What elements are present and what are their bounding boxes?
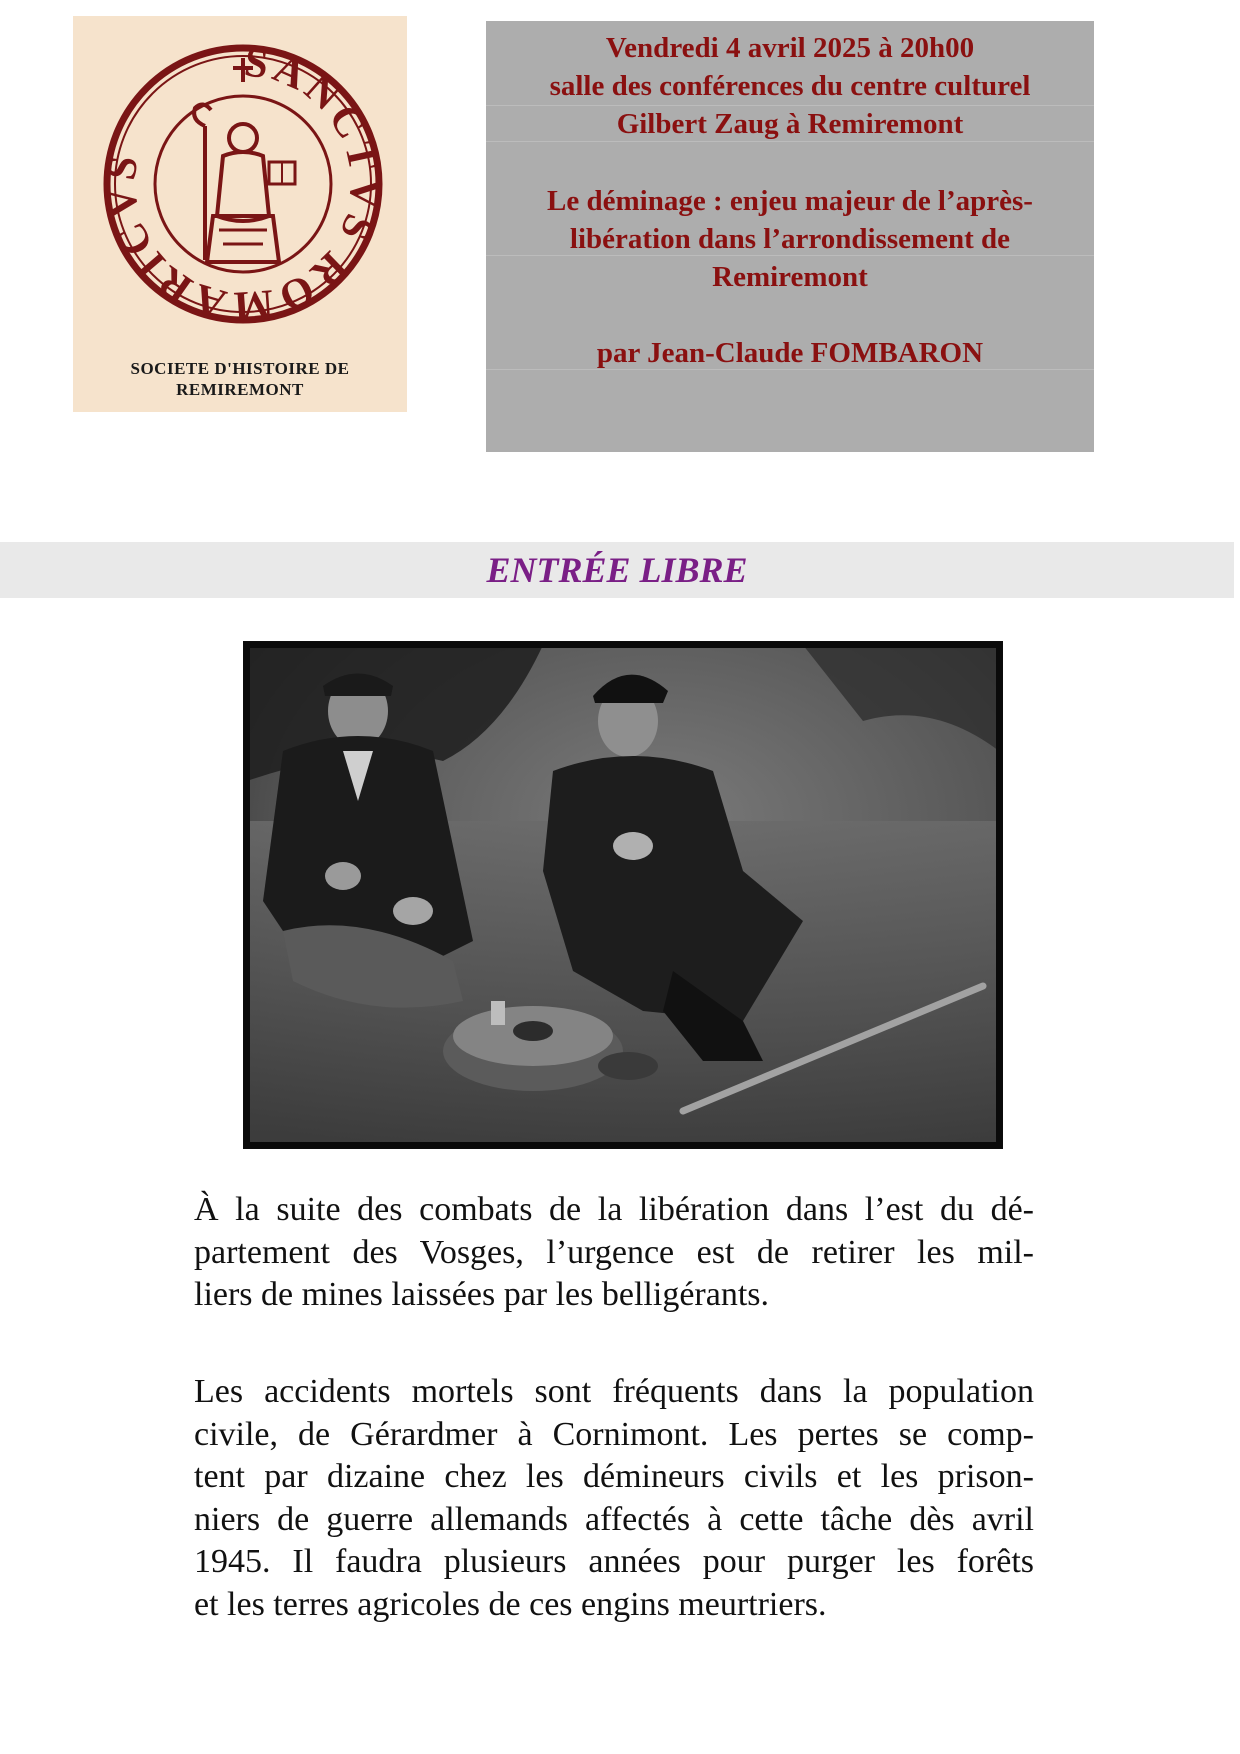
paragraph-line: À la suite des combats de la libération dans l’est du dé- <box>194 1191 1034 1228</box>
paragraph-intro <box>194 1189 1034 1317</box>
paragraph-details <box>194 1371 1034 1626</box>
event-venue: Gilbert Zaug à Remiremont <box>616 108 964 140</box>
event-title: Remiremont <box>712 261 868 293</box>
paragraph-line: et les terres agricoles de ces engins meurtriers. <box>194 1585 827 1623</box>
paragraph-line: tent par dizaine chez les démineurs civils et les prison- <box>194 1458 1034 1495</box>
paragraph-line: niers de guerre allemands affectés à cette tâche dès avril <box>194 1500 1034 1538</box>
paragraph-line: liers de mines laissées par les belligérants. <box>194 1276 769 1313</box>
event-venue: salle des conférences du centre culturel <box>549 70 1031 102</box>
event-date: Vendredi 4 avril 2025 à 20h00 <box>605 32 975 64</box>
seal-inscription: SANCTVS ROMARICVS <box>97 39 388 330</box>
logo-caption <box>73 358 407 400</box>
event-info-box <box>486 21 1094 452</box>
historic-photo <box>243 641 1003 1149</box>
event-title: Le déminage : enjeu majeur de l’après- <box>547 185 1033 217</box>
paragraph-line: partement des Vosges, l’urgence est de retirer les mil- <box>194 1233 1034 1271</box>
paragraph-line: Les accidents mortels sont fréquents dans la population <box>194 1373 1034 1410</box>
demining-photo-image <box>243 641 1003 1149</box>
seal-emblem <box>73 16 407 412</box>
saint-figure-icon <box>194 104 295 262</box>
event-speaker: par Jean-Claude FOMBARON <box>596 337 984 369</box>
paragraph-line: 1945. Il faudra plusieurs années pour purger les forêts <box>194 1543 1034 1580</box>
logo-caption-line: SOCIETE D'HISTOIRE DE <box>130 359 350 378</box>
society-logo <box>73 16 407 412</box>
event-title: libération dans l’arrondissement de <box>569 223 1011 255</box>
paragraph-line: civile, de Gérardmer à Cornimont. Les pertes se comp- <box>194 1415 1034 1453</box>
free-entry-banner <box>0 542 1234 598</box>
free-entry-text: ENTRÉE LIBRE <box>486 550 748 590</box>
logo-caption-line: REMIREMONT <box>176 380 304 399</box>
